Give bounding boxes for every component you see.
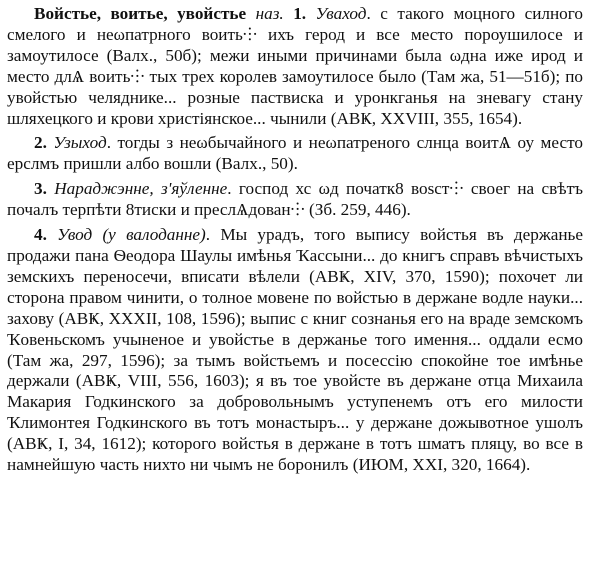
grammar-label: наз. — [246, 4, 294, 23]
entry-sense-2 — [7, 133, 583, 175]
sense-label: Уваход — [306, 4, 367, 23]
sense-number: 4. — [34, 225, 47, 245]
sense-number: 2. — [34, 133, 47, 153]
sense-label: Узыход — [46, 133, 107, 153]
sense-number: 3. — [34, 179, 47, 199]
entry-sense-4 — [7, 225, 583, 476]
headword: Войстье, воитье, увойстье — [34, 4, 247, 23]
sense-text: . тогды з неωбычайного и неωпатреного слнца воитѦ оу место ерслмъ пришли албо вошли (Валх., 50). — [7, 133, 583, 174]
entry-sense-3 — [7, 179, 583, 221]
sense-text: . с такого моцного силного смелого и неωпатрного воить⸭ ихъ герод и все место пороушилосе и замоутилосе (Валх., 50б); межи иными причинами была ωдна иже ирод и место длѦ воить⸭ тых трех королев замоутилосе было (Там жа, 51—51б); по увойстью челяднике... розные паствиска и уронкганья на зневагу стану шляхецкого и крови христіянское... чынили (АВҜ, XXVIII, 355, 1654). — [7, 4, 583, 128]
entry-sense-1 — [7, 4, 583, 129]
sense-label: Нараджэнне, з'яўленне — [46, 179, 228, 199]
sense-text: . Мы урадъ, того выпису войстья въ держанье продажи пана Ѳеодора Шаулы имѣнья Ҡассыни... до книгъ справъ вѣчистыхъ земскихъ переносечи, вписати вѣлели (АВҜ, XIV, 370, 1590); похочет ли сторона правом чинити, о толное мовене по войстью в держане водле науки... захову (АВҜ, XXXII, 108, 1596); выпис с книг сознанья его на враде земскомъ Ҡовеньскомъ учыненое и увойстье в держанье того имення... оддали есмо (Там жа, 297, 1596); за тымъ войстьемъ и посессію спокойне тое имѣнье держали (АВҜ, VIII, 556, 1603); я въ тое увойсте въ держане отца Михаила Макария Годкинского за добровольнымъ уступенемъ отъ его милости Ҡлимонтея Годкинского въ тотъ монастыръ... у держане дожывотное ушолъ (АВҜ, I, 34, 1612); которого войстья в держане в тотъ шматъ пляцу, во все в намнейшую часть нихто ни чымъ не боронилъ (ИЮМ, XXI, 320, 1664). — [7, 225, 584, 475]
sense-label: Увод (у валоданне) — [46, 225, 206, 245]
sense-number: 1. — [293, 4, 307, 23]
sense-text: . господ хс ωд початк8 воѕст⸭ своег на свѣтъ почалъ терпѣти 8тиски и преслѦдован⸭ (Зб. 259, 446). — [7, 179, 583, 220]
